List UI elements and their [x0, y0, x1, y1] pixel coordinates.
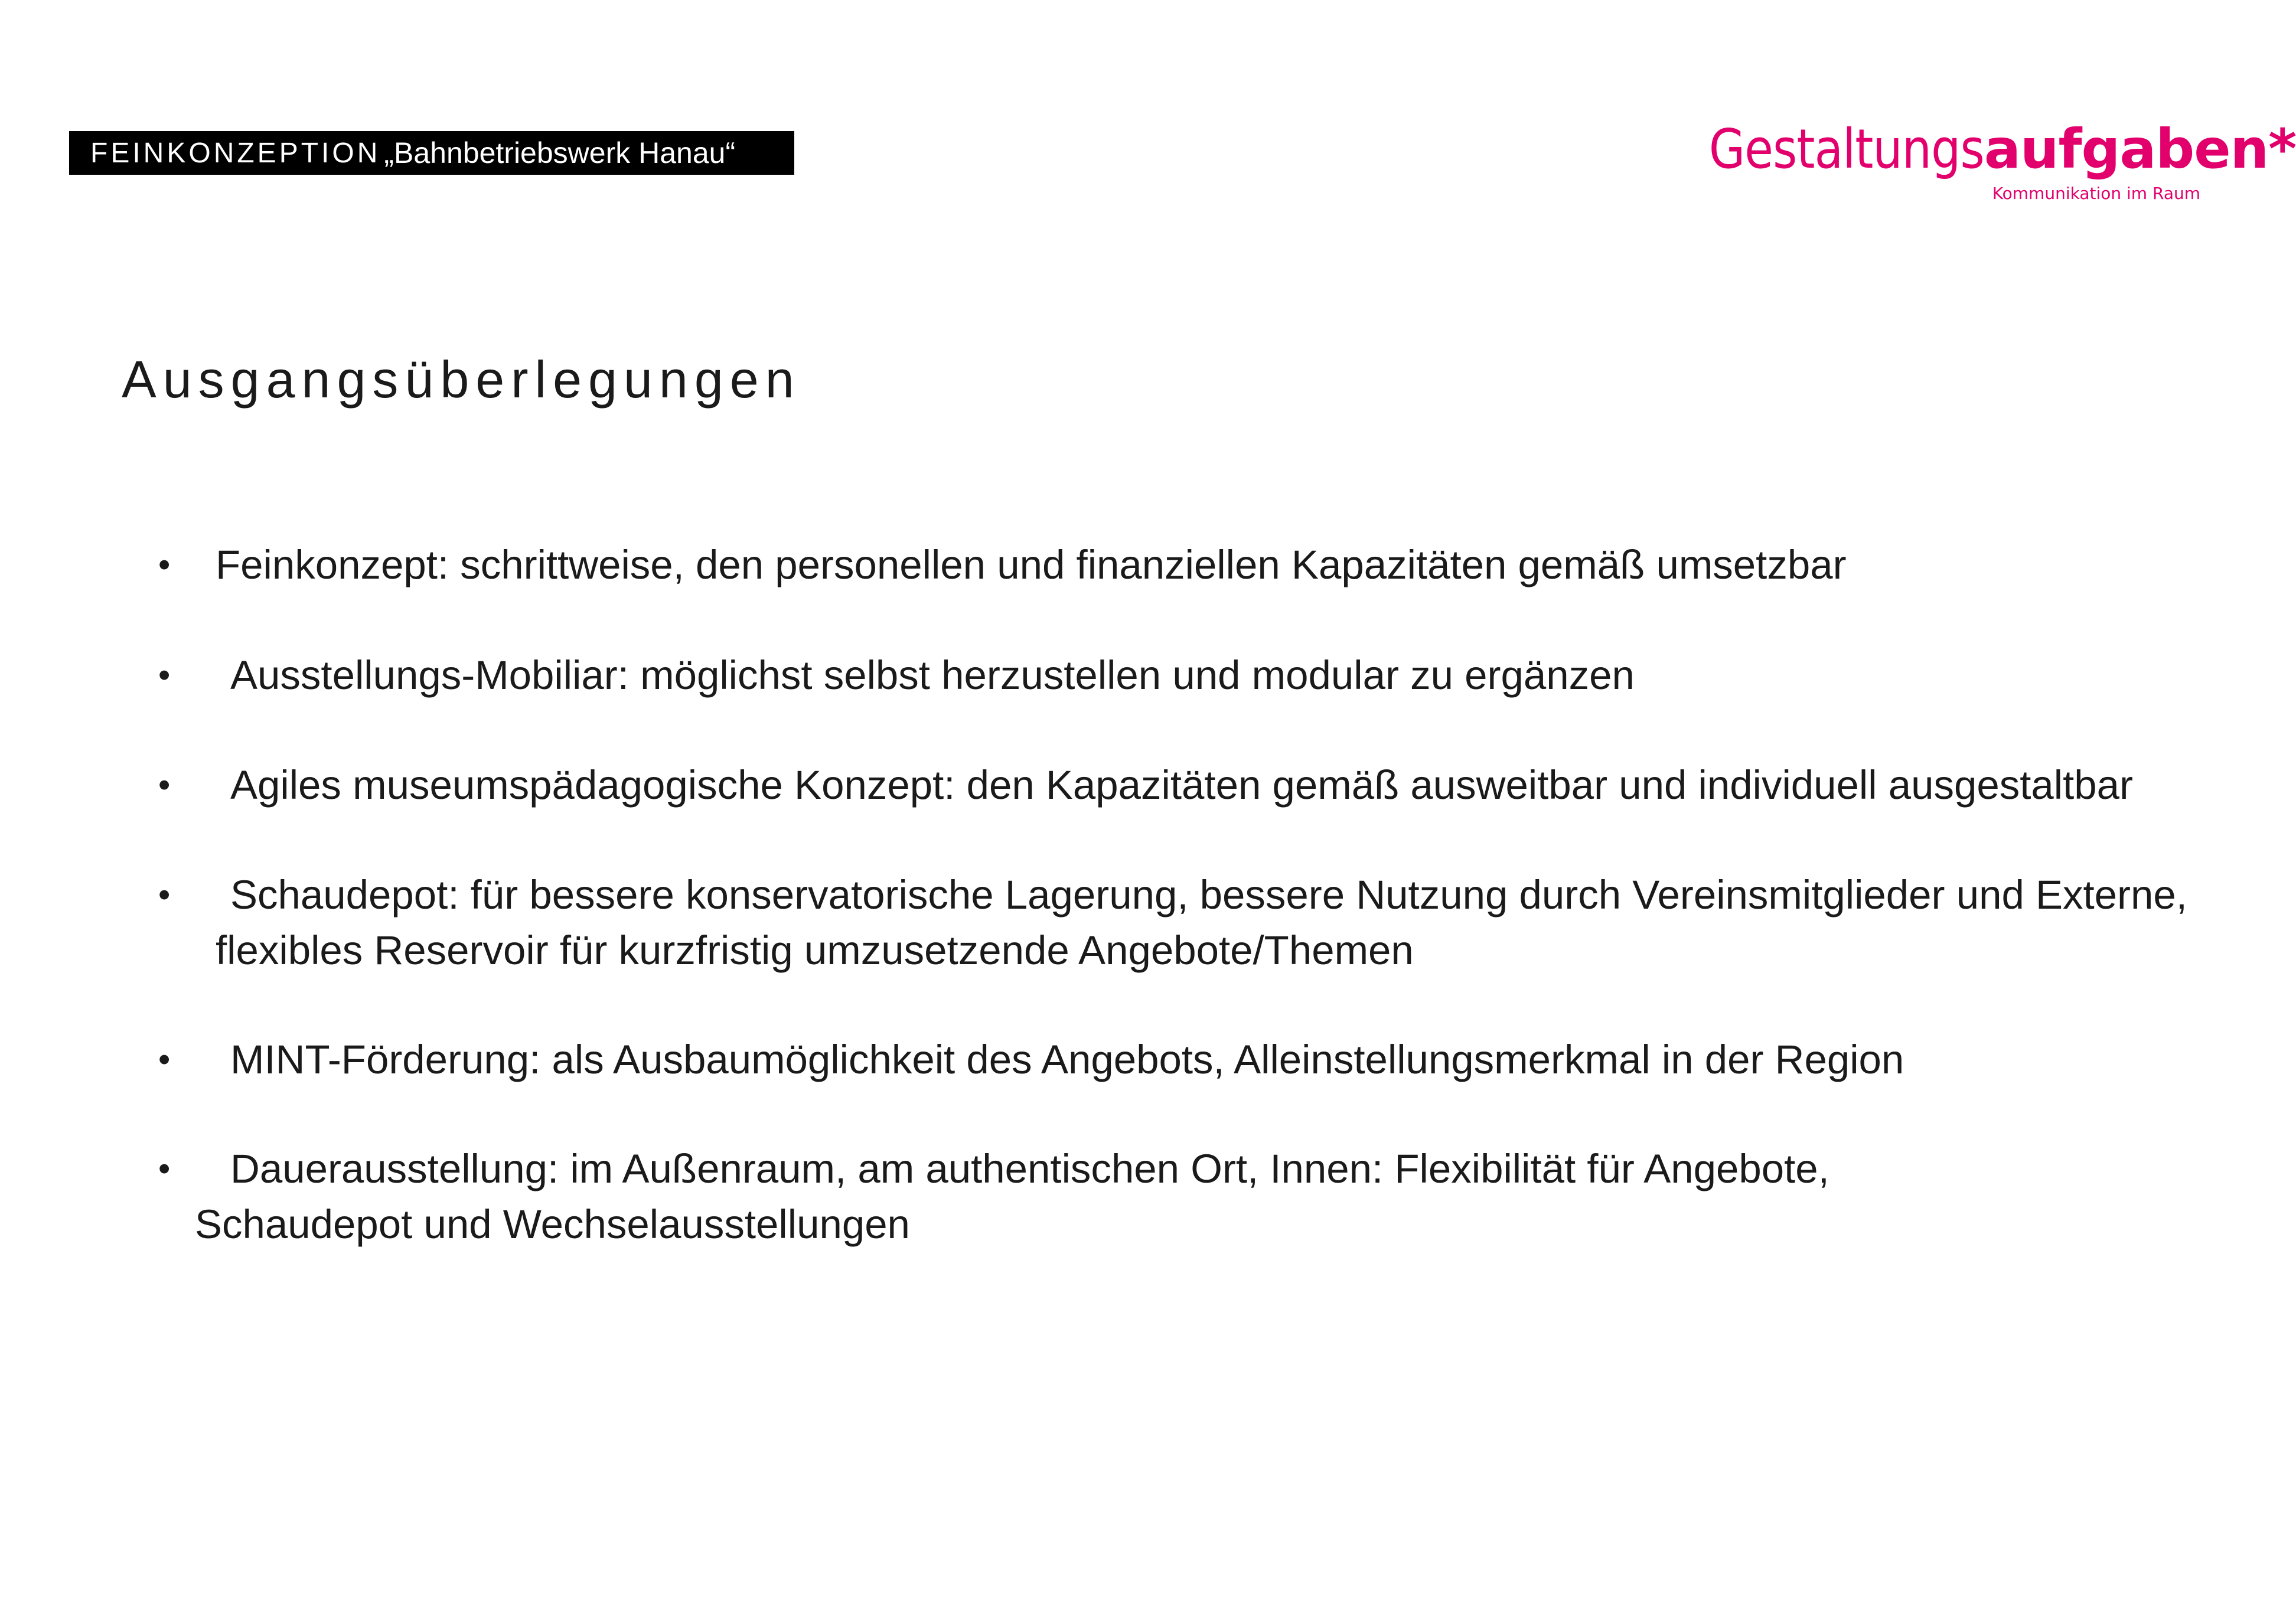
list-item-text: Feinkonzept: schrittweise, den personellen und finanziellen Kapazitäten gemäß umsetzbar	[216, 542, 1847, 587]
bullet-marker: •	[158, 1150, 171, 1188]
logo-star: *	[2268, 117, 2296, 181]
logo-word-light: Gestaltungs	[1708, 117, 1984, 181]
brand-logo	[1664, 117, 2296, 211]
header-label-caps: FEINKONZEPTION	[90, 137, 381, 169]
bullet-marker: •	[158, 1040, 171, 1079]
page-title: Ausgangsüberlegungen	[122, 350, 801, 409]
logo-tagline: Kommunikation im Raum	[1992, 184, 2200, 203]
list-item-text: Dauerausstellung: im Außenraum, am authentischen Ort, Innen: Flexibilität für Angebote,	[230, 1146, 1829, 1191]
list-item-text: Agiles museumspädagogische Konzept: den Kapazitäten gemäß ausweitbar und individuell ausgestaltbar	[230, 762, 2134, 808]
bullet-marker: •	[158, 876, 171, 914]
bullet-marker: •	[158, 546, 171, 584]
header-label-project-name: „Bahnbetriebswerk Hanau“	[384, 136, 736, 169]
bullet-marker: •	[158, 656, 171, 694]
list-item-text: Schaudepot: für bessere konservatorische Lagerung, bessere Nutzung durch Vereinsmitglieder und Externe,	[230, 872, 2187, 918]
list-item-text-continued: Schaudepot und Wechselausstellungen	[195, 1202, 910, 1247]
bullet-marker: •	[158, 766, 171, 804]
logo-wordmark	[1664, 117, 2296, 182]
list-item-text-continued: flexibles Reservoir für kurzfristig umzusetzende Angebote/Themen	[216, 928, 1414, 973]
list-item-text: MINT-Förderung: als Ausbaumöglichkeit des Angebots, Alleinstellungsmerkmal in der Region	[230, 1037, 1904, 1082]
list-item-text: Ausstellungs-Mobiliar: möglichst selbst herzustellen und modular zu ergänzen	[230, 652, 1635, 698]
project-header-label	[69, 131, 794, 175]
logo-word-bold: aufgaben	[1984, 117, 2269, 181]
